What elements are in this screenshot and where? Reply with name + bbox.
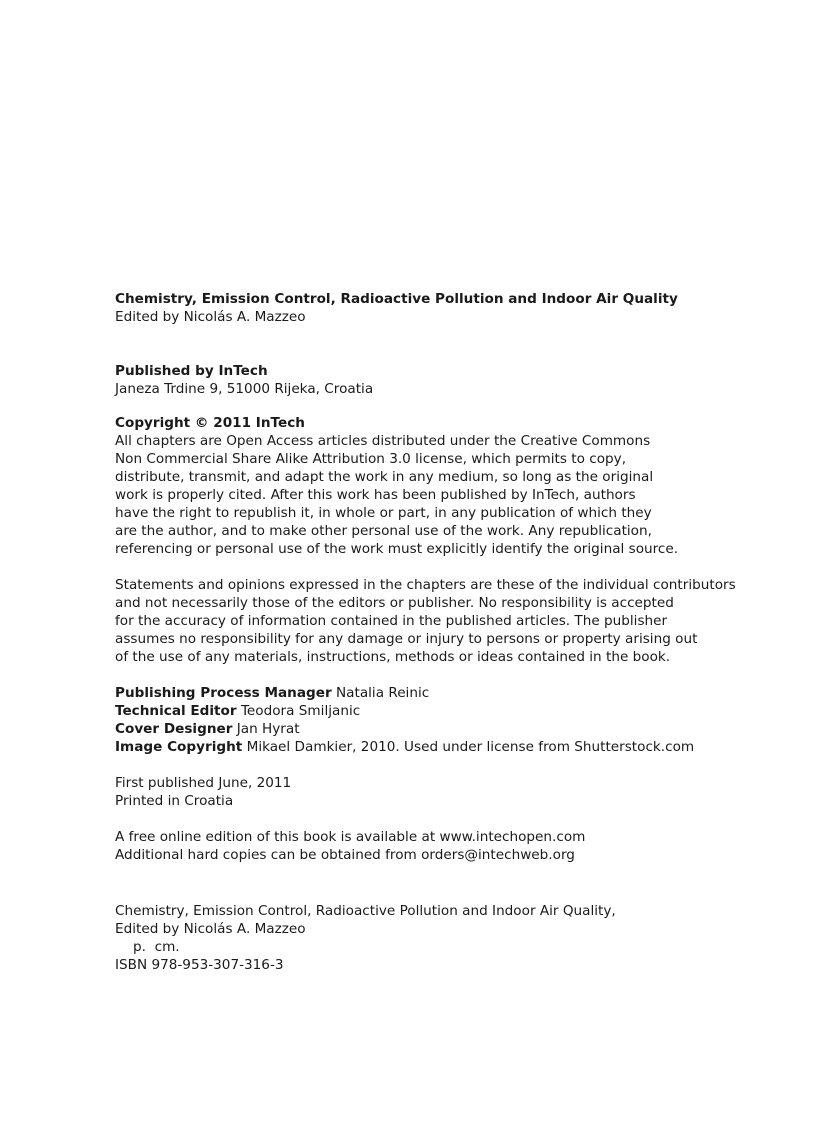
credits-block xyxy=(115,684,755,756)
credit-role: Publishing Process Manager xyxy=(115,685,332,701)
disclaimer-line: assumes no responsibility for any damage or injury to persons or property arising out xyxy=(115,631,698,647)
disclaimer-block xyxy=(115,576,755,666)
publisher-block xyxy=(115,362,755,398)
credit-role: Image Copyright xyxy=(115,739,243,755)
credit-role: Cover Designer xyxy=(115,721,233,737)
title-block xyxy=(115,290,755,326)
copyright-block xyxy=(115,414,755,558)
disclaimer-line: of the use of any materials, instructions, methods or ideas contained in the book. xyxy=(115,649,671,665)
printed-in: Printed in Croatia xyxy=(115,793,234,809)
credit-name: Mikael Damkier, 2010. Used under license from Shutterstock.com xyxy=(246,739,695,755)
credit-name: Jan Hyrat xyxy=(236,721,300,737)
cataloging-editor: Edited by Nicolás A. Mazzeo xyxy=(115,921,306,937)
book-editor: Edited by Nicolás A. Mazzeo xyxy=(115,309,306,325)
copyright-line: distribute, transmit, and adapt the work in any medium, so long as the original xyxy=(115,469,654,485)
credit-row xyxy=(115,684,755,702)
availability-block xyxy=(115,828,755,864)
publication-block xyxy=(115,774,755,810)
disclaimer-line: for the accuracy of information contained in the published articles. The publisher xyxy=(115,613,668,629)
disclaimer-line: Statements and opinions expressed in the chapters are these of the individual contributors xyxy=(115,577,736,593)
copyright-line: are the author, and to make other personal use of the work. Any republication, xyxy=(115,523,652,539)
copyright-line: All chapters are Open Access articles distributed under the Creative Commons xyxy=(115,433,651,449)
hard-copies-note: Additional hard copies can be obtained from orders@intechweb.org xyxy=(115,847,575,863)
isbn: ISBN 978-953-307-316-3 xyxy=(115,957,284,973)
publisher-heading: Published by InTech xyxy=(115,363,268,379)
disclaimer-line: and not necessarily those of the editors or publisher. No responsibility is accepted xyxy=(115,595,674,611)
copyright-page xyxy=(115,290,755,974)
online-edition-note: A free online edition of this book is available at www.intechopen.com xyxy=(115,829,586,845)
copyright-line: work is properly cited. After this work has been published by InTech, authors xyxy=(115,487,636,503)
copyright-line: Non Commercial Share Alike Attribution 3.0 license, which permits to copy, xyxy=(115,451,627,467)
cataloging-title: Chemistry, Emission Control, Radioactive Pollution and Indoor Air Quality, xyxy=(115,903,616,919)
book-title: Chemistry, Emission Control, Radioactive Pollution and Indoor Air Quality xyxy=(115,291,678,307)
cataloging-block xyxy=(115,902,755,974)
copyright-heading: Copyright © 2011 InTech xyxy=(115,415,305,431)
first-published: First published June, 2011 xyxy=(115,775,292,791)
credit-name: Teodora Smiljanic xyxy=(240,703,361,719)
credit-row xyxy=(115,720,755,738)
credit-name: Natalia Reinic xyxy=(336,685,430,701)
copyright-line: have the right to republish it, in whole or part, in any publication of which they xyxy=(115,505,652,521)
copyright-line: referencing or personal use of the work must explicitly identify the original source. xyxy=(115,541,679,557)
publisher-address: Janeza Trdine 9, 51000 Rijeka, Croatia xyxy=(115,381,374,397)
credit-row xyxy=(115,738,755,756)
credit-row xyxy=(115,702,755,720)
cataloging-pages: p. cm. xyxy=(133,939,180,955)
credit-role: Technical Editor xyxy=(115,703,237,719)
